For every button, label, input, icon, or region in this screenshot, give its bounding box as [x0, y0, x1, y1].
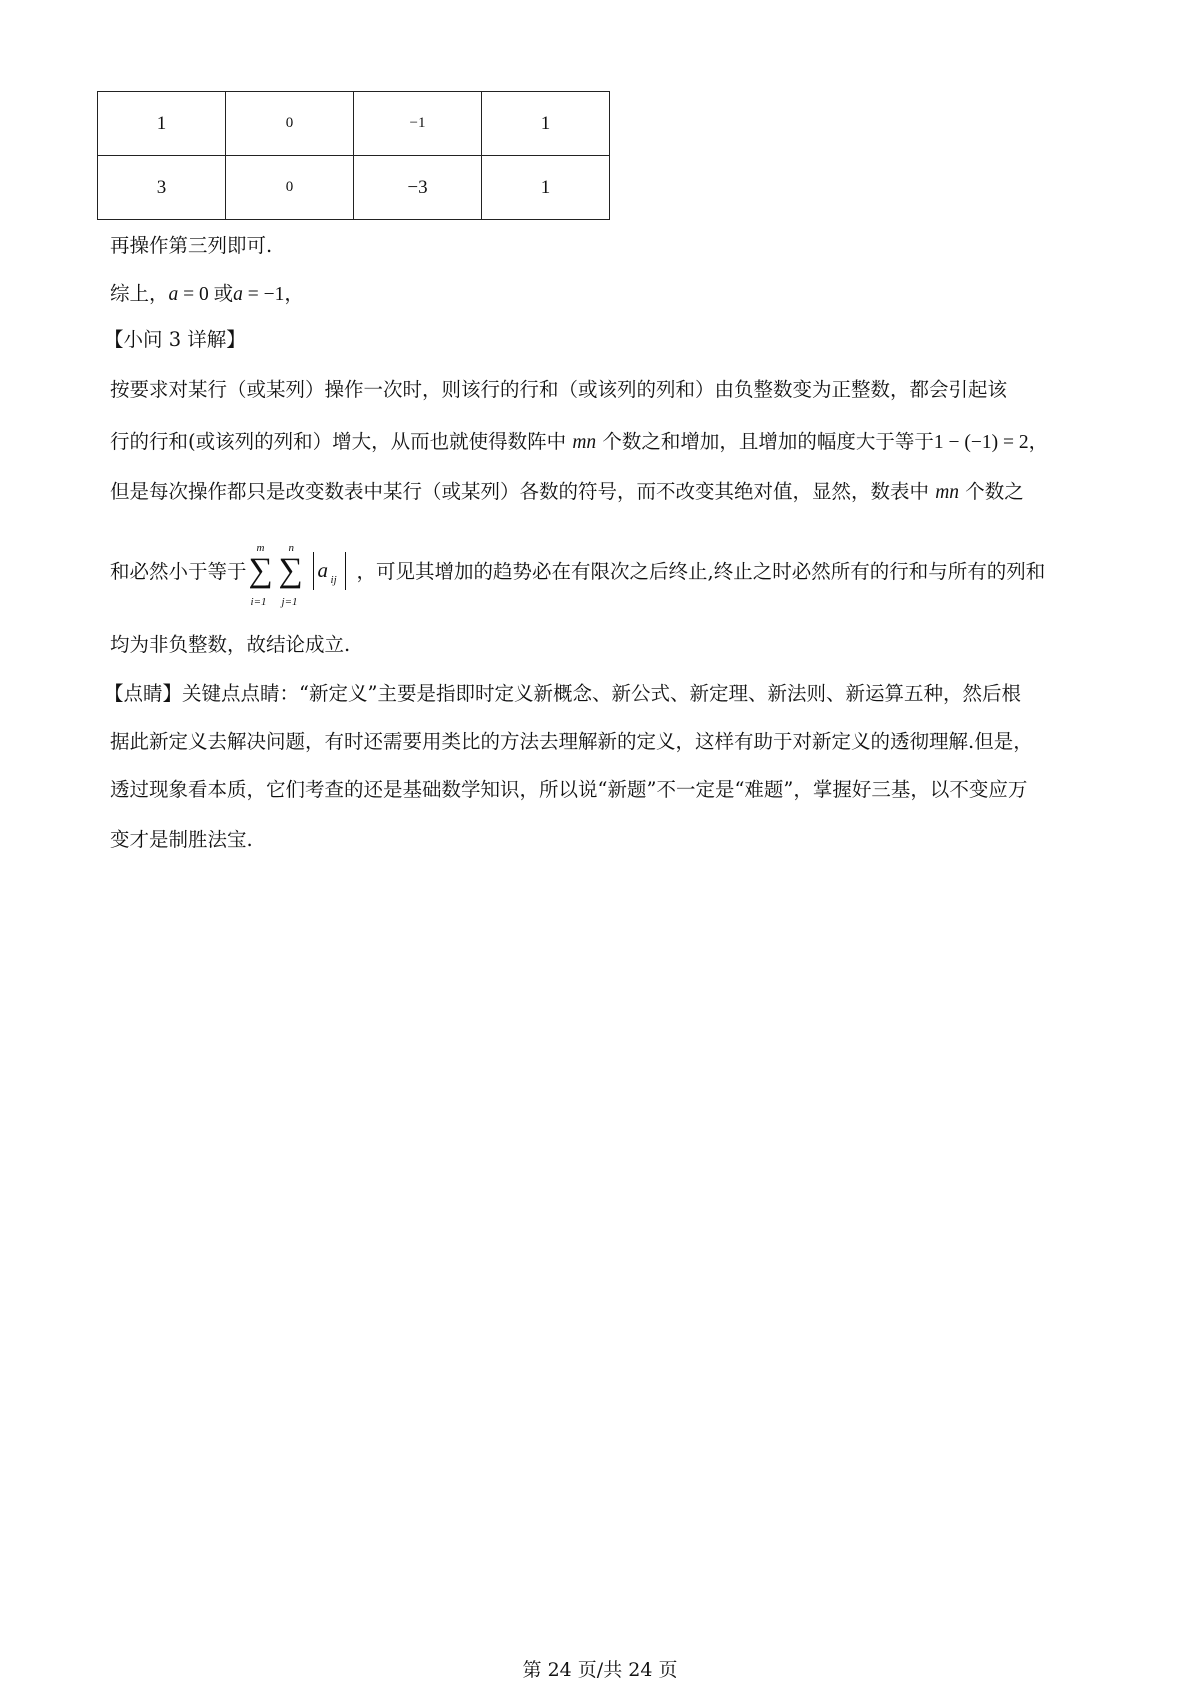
double-sum-formula	[247, 542, 357, 608]
paragraph-line: 再操作第三列即可.	[110, 234, 273, 257]
text-run: 行的行和(或该列的列和）增大，从而也就使得数阵中	[110, 430, 573, 453]
abs-bar-left	[313, 552, 314, 590]
math-var: a	[317, 558, 329, 582]
text-run: ，可见其增加的趋势必在有限次之后终止,终止之时必然所有的行和与所有的列和	[356, 560, 1046, 583]
math-var: a	[233, 284, 243, 305]
math-var: mn	[935, 482, 960, 503]
text-run: 但是每次操作都只是改变数表中某行（或某列）各数的符号，而不改变其绝对值，显然，数表中	[110, 480, 936, 503]
math-expr: = 0	[178, 284, 214, 305]
sum-symbol: ∑	[248, 552, 273, 589]
abs-bar-right	[345, 552, 346, 590]
paragraph-line	[110, 282, 1110, 307]
math-expr: = −1，	[242, 284, 304, 305]
page-number-footer: 第 24 页/共 24 页	[522, 1659, 678, 1681]
math-var: a	[168, 284, 179, 305]
sum-lower-limit: j=1	[281, 596, 298, 608]
text-run: 个数之	[959, 480, 1024, 503]
paragraph-line	[110, 542, 1110, 608]
math-subscript: ij	[330, 574, 337, 586]
text-run: 个数之和增加，且增加的幅度大于等于	[596, 430, 934, 453]
text-run: 或	[213, 282, 234, 305]
paragraph-line: 据此新定义去解决问题，有时还需要用类比的方法去理解新的定义，这样有助于对新定义的透彻理解.但是，	[110, 730, 1033, 753]
paragraph-line	[110, 480, 1110, 505]
paragraph-line: 变才是制胜法宝.	[110, 828, 253, 851]
table-cell: 1	[482, 156, 610, 220]
paragraph-line: 透过现象看本质，它们考查的还是基础数学知识，所以说“新题”不一定是“难题”，掌握好三基，以不变应万	[110, 778, 1028, 801]
table-cell: 0	[226, 92, 354, 156]
math-expr: 1 − (−1) = 2	[933, 432, 1029, 453]
table-row	[98, 92, 610, 156]
table-cell: 1	[482, 92, 610, 156]
paragraph-line: 均为非负整数，故结论成立.	[110, 633, 351, 656]
section-heading: 【小问 3 详解】	[104, 328, 246, 351]
table-cell: 1	[98, 92, 226, 156]
number-table	[97, 91, 610, 220]
text-run: 和必然小于等于	[110, 560, 247, 583]
sum-upper-limit: m	[256, 542, 265, 554]
paragraph-line	[110, 430, 1110, 455]
math-var: mn	[572, 432, 597, 453]
text-run: ，	[1028, 430, 1049, 453]
sum-upper-limit: n	[288, 542, 295, 554]
table-cell: −1	[354, 92, 482, 156]
sum-symbol: ∑	[278, 552, 303, 589]
text-run: 综上，	[110, 282, 169, 305]
paragraph-line: 【点睛】关键点点睛：“新定义”主要是指即时定义新概念、新公式、新定理、新法则、新运算五种，然后根	[104, 682, 1021, 705]
table-row	[98, 156, 610, 220]
paragraph-line: 按要求对某行（或某列）操作一次时，则该行的行和（或该列的列和）由负整数变为正整数，都会引起该	[110, 378, 1008, 401]
table-cell: 3	[98, 156, 226, 220]
sum-lower-limit: i=1	[250, 596, 267, 608]
table-cell: 0	[226, 156, 354, 220]
table-cell: −3	[354, 156, 482, 220]
